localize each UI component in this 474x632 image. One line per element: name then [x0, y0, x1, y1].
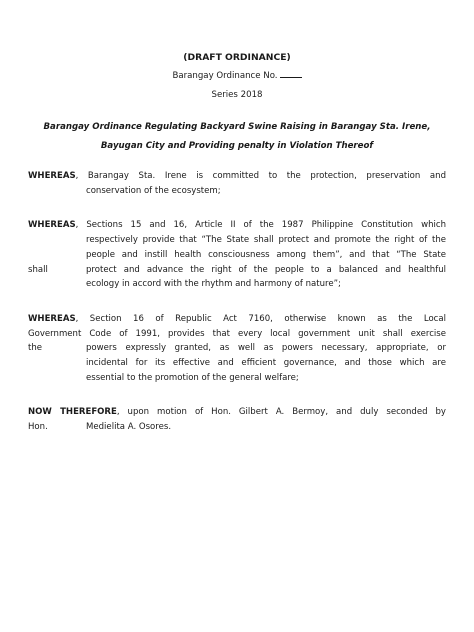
ordinance-title	[28, 118, 446, 156]
draft-label: (DRAFT ORDINANCE)	[183, 52, 291, 63]
whereas3-line-2: Government Code of 1991, provides that every local government unit shall exercise	[28, 328, 446, 339]
whereas-keyword: WHEREAS	[28, 220, 76, 231]
now-therefore-line-2	[28, 420, 446, 435]
whereas-paragraph-2	[28, 218, 446, 292]
whereas3-line-3	[28, 341, 446, 356]
whereas3-line-1: , Section 16 of Republic Act 7160, otherwise known as the Local	[75, 313, 446, 324]
now-therefore-keyword: NOW THEREFORE	[28, 407, 117, 418]
ordinance-number-label: Barangay Ordinance No.	[172, 71, 278, 81]
whereas2-line-1: , Sections 15 and 16, Article II of the 1987 Philippine Constitution which	[75, 220, 446, 231]
whereas1-line-1: , Barangay Sta. Irene is committed to the protection, preservation and	[75, 171, 446, 181]
whereas2-line-5: ecology in accord with the rhythm and harmony of nature”;	[86, 279, 341, 290]
whereas3-line-3-text: powers expressly granted, as well as powers necessary, appropriate, or	[86, 343, 446, 354]
now-therefore-line-2-text: Medielita A. Osores.	[86, 422, 172, 433]
whereas2-line-3: people and instill health consciousness among them”, and that “The State	[86, 249, 446, 260]
now-therefore-line-1: , upon motion of Hon. Gilbert A. Bermoy, and duly seconded by	[116, 407, 446, 418]
whereas-keyword: WHEREAS	[28, 313, 76, 324]
series-label: Series 2018	[211, 90, 263, 100]
title-line-2: Bayugan City and Providing penalty in Violation Thereof	[100, 141, 374, 151]
whereas3-line-3-lead: the	[28, 343, 43, 354]
ordinance-number-blank	[280, 70, 302, 78]
whereas3-line-5: essential to the promotion of the general welfare;	[86, 372, 299, 383]
whereas2-line-4	[28, 263, 446, 278]
whereas2-line-4-text: protect and advance the right of the people to a balanced and healthful	[86, 264, 446, 275]
title-line-1: Barangay Ordinance Regulating Backyard Swine Raising in Barangay Sta. Irene,	[43, 122, 431, 132]
now-therefore-line-2-lead: Hon.	[28, 422, 48, 433]
whereas1-line-2: conservation of the ecosystem;	[86, 185, 221, 196]
now-therefore-paragraph	[28, 405, 446, 434]
whereas2-line-4-lead: shall	[28, 264, 48, 275]
whereas-keyword: WHEREAS	[28, 171, 76, 181]
whereas-paragraph-1	[28, 169, 446, 198]
whereas2-line-2: respectively provide that “The State shall protect and promote the right of the	[86, 235, 446, 246]
ordinance-number	[28, 70, 446, 83]
whereas3-line-4: incidental for its effective and efficient governance, and those which are	[86, 358, 446, 369]
whereas-paragraph-3	[28, 312, 446, 386]
